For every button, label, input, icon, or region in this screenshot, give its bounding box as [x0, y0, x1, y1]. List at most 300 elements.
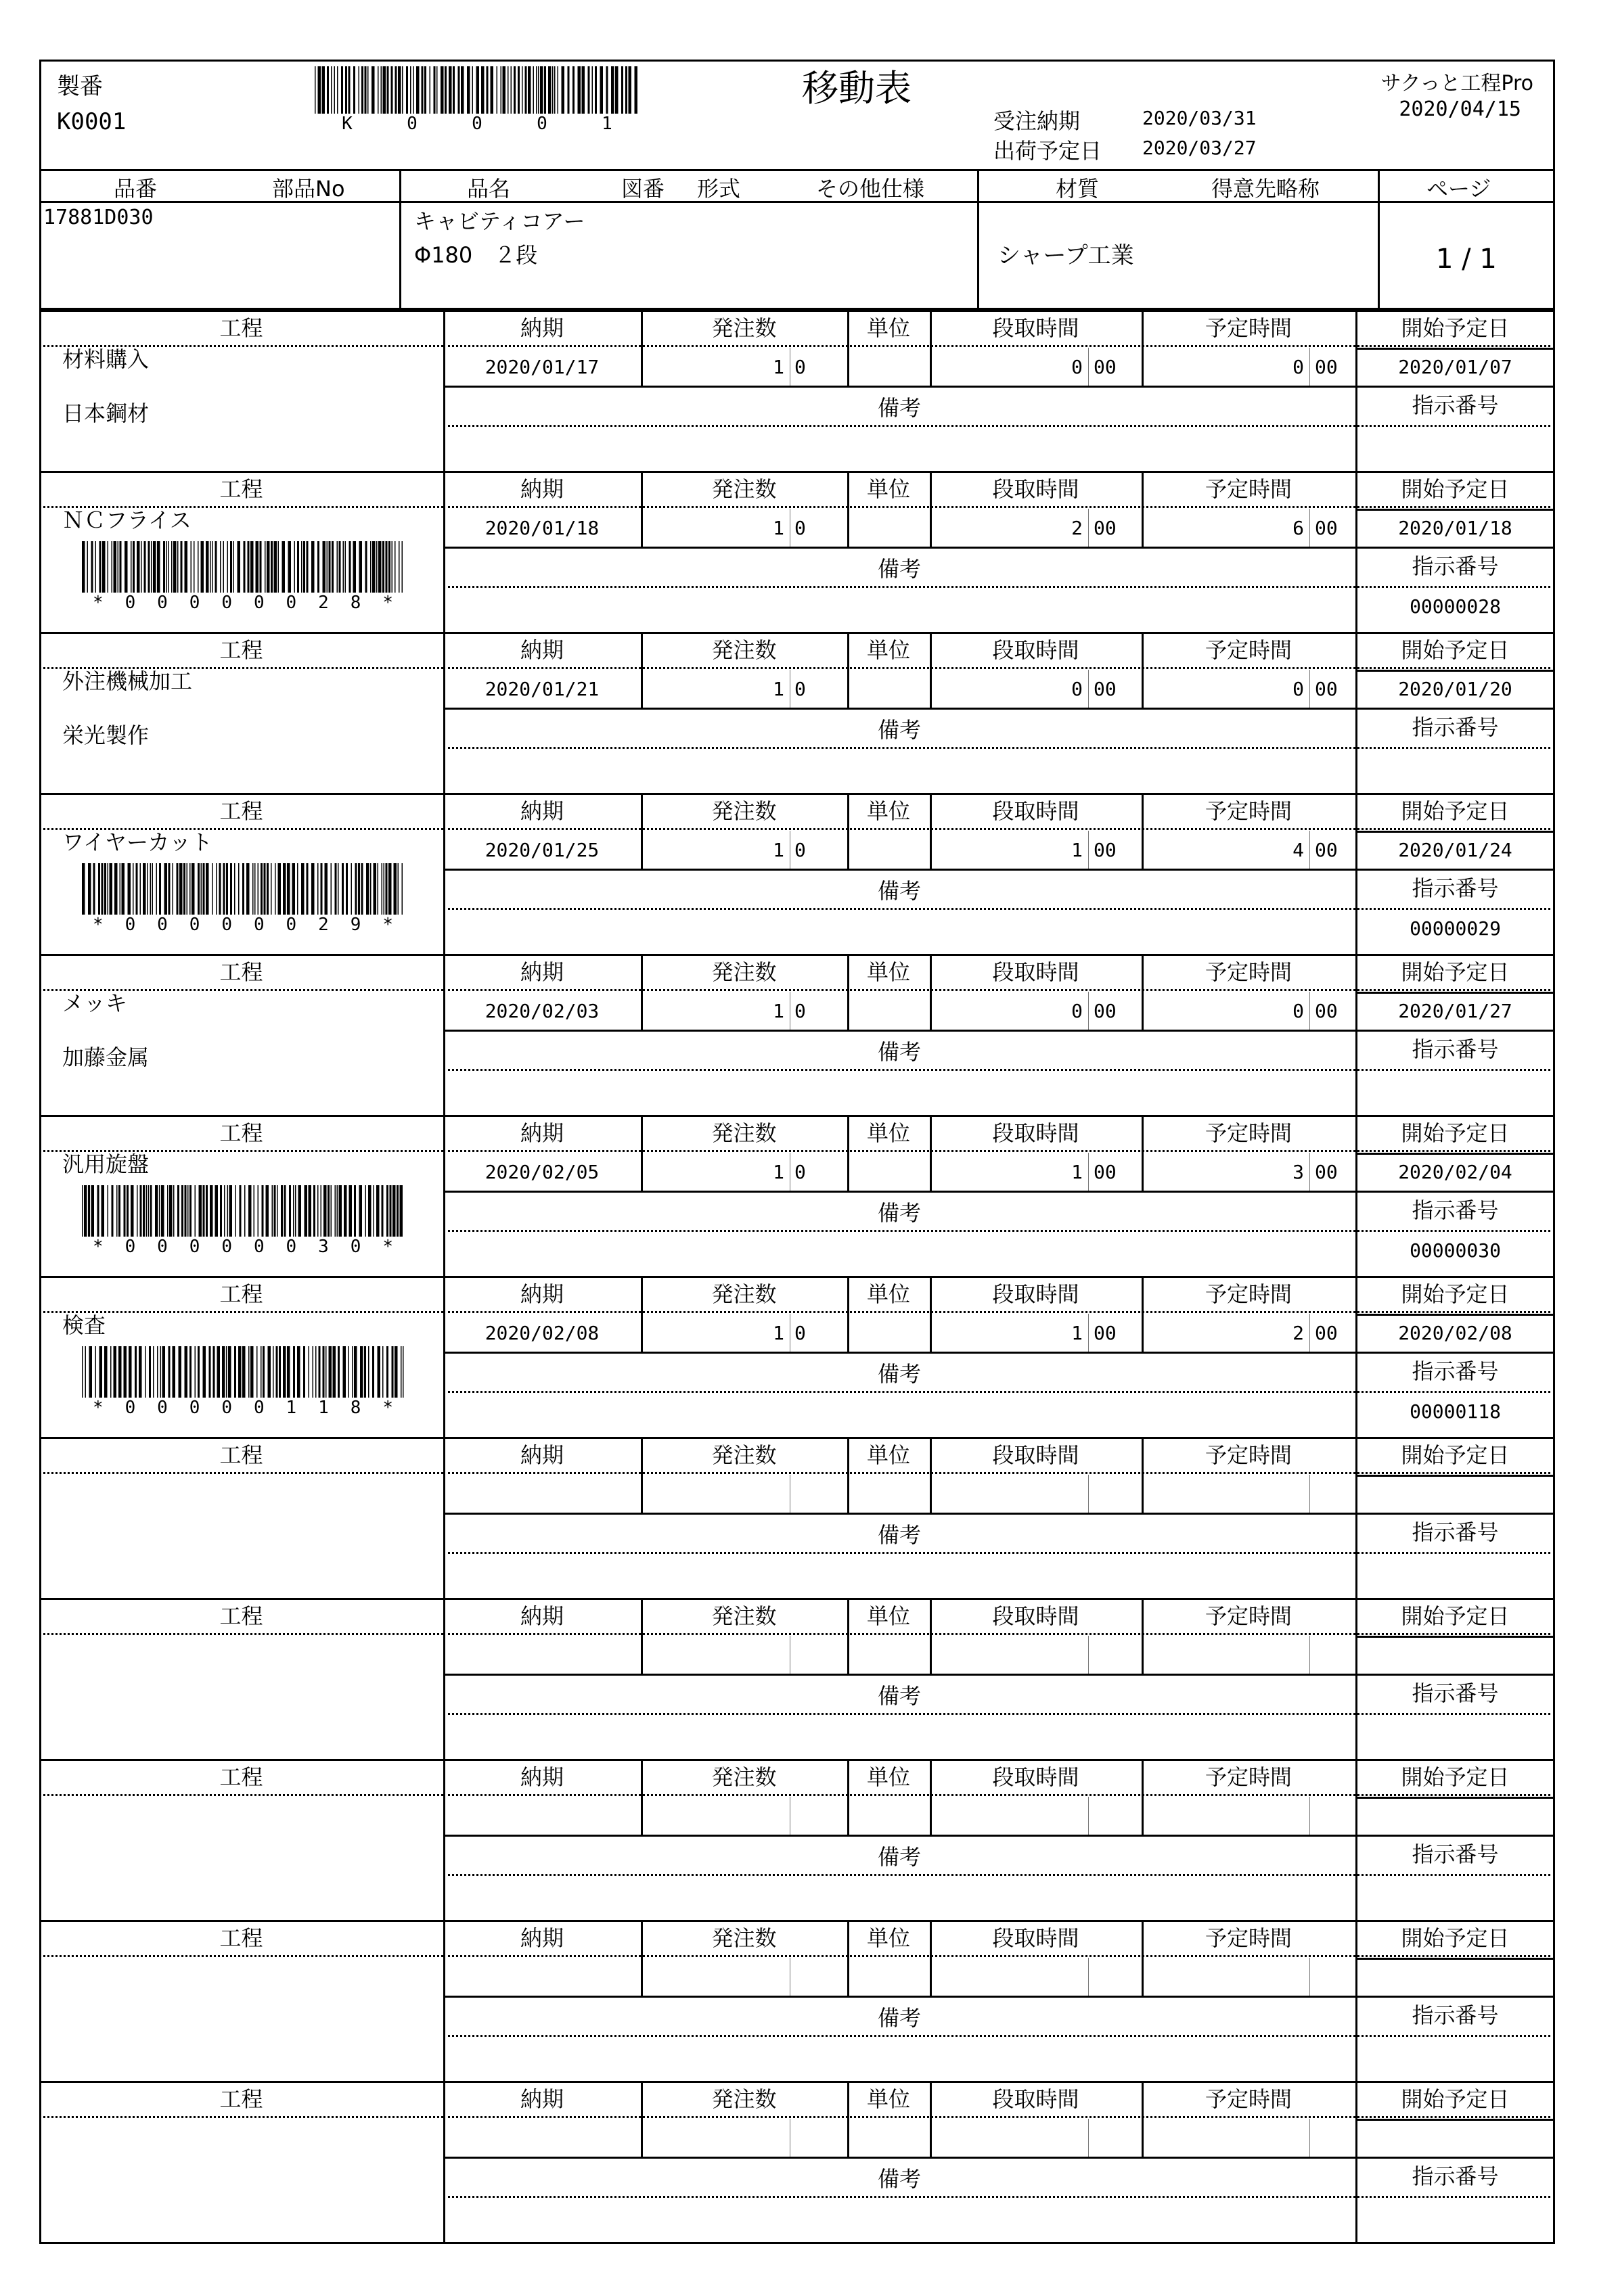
barcode-bar	[95, 1346, 97, 1398]
col-header-due: 納期	[520, 1925, 564, 1951]
barcode-bar	[278, 541, 279, 593]
barcode-bar	[279, 1346, 281, 1398]
remarks-label: 備考	[877, 2005, 921, 2031]
plan-hours: 0	[1292, 356, 1304, 378]
barcode-bar	[514, 66, 516, 114]
plan-minutes: 00	[1315, 1322, 1338, 1344]
instr-label: 指示番号	[1412, 1197, 1499, 1223]
barcode-bar	[277, 1185, 278, 1237]
buhin-no-label: 部品No	[272, 176, 345, 202]
order-qty-decimal: 0	[794, 678, 806, 700]
barcode-bar	[261, 863, 263, 915]
barcode-bar	[164, 863, 168, 915]
barcode-bar	[511, 66, 512, 114]
process-name: ＮＣフライス	[62, 507, 192, 533]
barcode-bar	[135, 1346, 137, 1398]
setup-minutes: 00	[1094, 678, 1117, 700]
barcode-bar	[374, 1185, 375, 1237]
process-subcontractor: 日本鋼材	[62, 400, 150, 426]
barcode-bar	[323, 541, 326, 593]
barcode-bar	[403, 1346, 404, 1398]
barcode-bar	[108, 863, 109, 915]
order-due-date: 2020/03/31	[1142, 107, 1257, 129]
barcode-bar	[303, 541, 305, 593]
barcode-bar	[491, 66, 494, 114]
plan-minute-tick	[1309, 992, 1310, 1030]
barcode-bar	[181, 541, 183, 593]
barcode-bar	[335, 1185, 336, 1237]
barcode-bar	[332, 541, 334, 593]
barcode-bar	[82, 863, 85, 915]
barcode-bar	[189, 1185, 192, 1237]
barcode-bar	[467, 66, 470, 114]
barcode-bar	[395, 541, 396, 593]
barcode-bar	[392, 1185, 396, 1237]
barcode-bar	[220, 541, 221, 593]
barcode-bar	[127, 1185, 129, 1237]
header-frame	[39, 60, 1555, 171]
barcode-bar	[102, 1185, 105, 1237]
barcode-bar	[319, 1346, 321, 1398]
barcode-bar	[226, 863, 228, 915]
plan-minutes: 00	[1315, 839, 1338, 861]
barcode-bar	[487, 66, 489, 114]
barcode-bar	[209, 1346, 211, 1398]
barcode-bar	[372, 541, 376, 593]
barcode-bar	[137, 1185, 138, 1237]
barcode-bar	[367, 66, 369, 114]
barcode-bar	[282, 541, 286, 593]
barcode-char: 0	[125, 915, 136, 935]
plan-minute-tick	[1309, 1636, 1310, 1674]
col-header-qty: 発注数	[711, 1120, 777, 1146]
barcode-bar	[445, 66, 447, 114]
barcode-bar	[118, 541, 119, 593]
barcode-bar	[331, 863, 332, 915]
start-date: 2020/01/07	[1398, 356, 1512, 378]
barcode-bar	[522, 66, 523, 114]
barcode-bar	[382, 1185, 384, 1237]
barcode-bar	[166, 541, 168, 593]
barcode-bar	[386, 1185, 388, 1237]
barcode-bar	[354, 1185, 356, 1237]
barcode-bar	[95, 541, 97, 593]
instruction-barcode	[82, 1185, 404, 1237]
order-qty: 1	[773, 1161, 784, 1183]
barcode-bar	[391, 66, 393, 114]
barcode-char: 0	[221, 915, 232, 935]
block-values-rule	[443, 1352, 1555, 1354]
process-subcontractor: 栄光製作	[62, 722, 150, 748]
barcode-bar	[233, 541, 235, 593]
barcode-bar	[365, 66, 367, 114]
barcode-char: *	[92, 1398, 104, 1418]
col-header-setup: 段取時間	[992, 1442, 1079, 1468]
barcode-bar	[271, 863, 272, 915]
barcode-bar	[378, 541, 382, 593]
barcode-bar	[222, 1346, 225, 1398]
barcode-bar	[223, 541, 225, 593]
remarks-rule	[443, 2196, 1555, 2198]
barcode-bar	[275, 863, 276, 915]
block-header-rule	[39, 1633, 443, 1635]
order-qty-decimal: 0	[794, 356, 806, 378]
barcode-bar	[235, 1185, 237, 1237]
barcode-bar	[258, 863, 259, 915]
barcode-bar	[276, 1346, 278, 1398]
col-header-start: 開始予定日	[1401, 2086, 1510, 2112]
barcode-bar	[317, 863, 319, 915]
process-subcontractor: 加藤金属	[62, 1044, 150, 1070]
customer-name: シャープ工業	[997, 242, 1134, 269]
col-header-start: 開始予定日	[1401, 476, 1510, 502]
barcode-char: *	[382, 593, 393, 613]
barcode-bar	[327, 66, 329, 114]
due-date: 2020/02/05	[485, 1161, 600, 1183]
barcode-bar	[481, 66, 485, 114]
barcode-bar	[353, 541, 357, 593]
block-values-rule	[443, 1191, 1555, 1193]
setup-minute-tick	[1088, 2119, 1089, 2157]
barcode-bar	[131, 1185, 134, 1237]
barcode-bar	[155, 1185, 158, 1237]
barcode-bar	[410, 66, 411, 114]
col-header-plan: 予定時間	[1205, 2086, 1292, 2112]
due-date: 2020/01/21	[485, 678, 600, 700]
setup-minute-tick	[1088, 670, 1089, 708]
barcode-char: 0	[157, 593, 168, 613]
barcode-bar	[311, 863, 315, 915]
barcode-bar	[146, 1185, 148, 1237]
barcode-char: 0	[350, 1237, 361, 1257]
barcode-bar	[252, 863, 254, 915]
instr-label: 指示番号	[1412, 2163, 1499, 2189]
start-date-rule	[1355, 670, 1555, 672]
remarks-rule	[443, 1874, 1555, 1876]
barcode-bar	[348, 66, 351, 114]
barcode-bar	[82, 541, 85, 593]
col-header-setup: 段取時間	[992, 798, 1079, 824]
barcode-bar	[159, 863, 161, 915]
barcode-char: 1	[318, 1398, 329, 1418]
barcode-bar	[303, 1346, 305, 1398]
setup-minutes: 00	[1094, 1322, 1117, 1344]
barcode-bar	[331, 66, 332, 114]
order-qty-decimal: 0	[794, 1000, 806, 1022]
barcode-bar	[388, 541, 390, 593]
col-header-unit: 単位	[866, 1764, 910, 1790]
remarks-label: 備考	[877, 1361, 921, 1387]
barcode-bar	[518, 66, 520, 114]
plan-hours: 6	[1292, 517, 1304, 539]
barcode-bar	[382, 863, 383, 915]
barcode-bar	[544, 66, 546, 114]
block-values-rule	[443, 1996, 1555, 1998]
setup-minutes: 00	[1094, 839, 1117, 861]
start-date-rule	[1355, 1797, 1555, 1799]
barcode-bar	[344, 1185, 347, 1237]
barcode-bar	[267, 541, 270, 593]
plan-minute-tick	[1309, 1958, 1310, 1996]
barcode-char: 0	[286, 593, 297, 613]
col-header-due: 納期	[520, 476, 564, 502]
barcode-bar	[562, 66, 565, 114]
block-values-rule	[443, 2157, 1555, 2159]
ship-date-label: 出荷予定日	[993, 138, 1102, 164]
instruction-barcode	[82, 541, 404, 593]
barcode-bar	[234, 1346, 236, 1398]
barcode-bar	[399, 541, 400, 593]
due-date: 2020/02/03	[485, 1000, 600, 1022]
col-header-start: 開始予定日	[1401, 1281, 1510, 1307]
instruction-number: 00000029	[1410, 917, 1501, 940]
barcode-bar	[168, 1346, 171, 1398]
barcode-bar	[323, 1346, 325, 1398]
barcode-bar	[293, 1185, 294, 1237]
barcode-bar	[215, 541, 217, 593]
barcode-bar	[150, 1185, 152, 1237]
barcode-bar	[129, 1346, 132, 1398]
barcode-bar	[157, 541, 160, 593]
barcode-bar	[353, 66, 355, 114]
hinmei-line-2: Φ180 ２段	[414, 242, 538, 268]
barcode-bar	[359, 66, 360, 114]
barcode-bar	[611, 66, 614, 114]
barcode-bar	[325, 863, 328, 915]
barcode-bar	[228, 1346, 231, 1398]
barcode-bar	[198, 541, 199, 593]
col-header-setup: 段取時間	[992, 476, 1079, 502]
instruction-number: 00000028	[1410, 595, 1501, 618]
plan-minutes: 00	[1315, 356, 1338, 378]
plan-hours: 2	[1292, 1322, 1304, 1344]
barcode-bar	[337, 1185, 338, 1237]
barcode-bar	[533, 66, 535, 114]
col-header-setup: 段取時間	[992, 1281, 1079, 1307]
barcode-bar	[98, 863, 100, 915]
barcode-bar	[298, 1185, 302, 1237]
barcode-bar	[131, 541, 132, 593]
block-header-rule	[443, 506, 1555, 508]
block-header-rule	[39, 1794, 443, 1796]
barcode-bar	[289, 1185, 291, 1237]
instruction-barcode-caption	[82, 915, 404, 935]
page-value: 1 / 1	[1436, 244, 1497, 275]
col-header-setup: 段取時間	[992, 1120, 1079, 1146]
barcode-bar	[297, 541, 299, 593]
col-header-qty: 発注数	[711, 1603, 777, 1629]
process-label: 工程	[219, 1925, 263, 1951]
setup-hours: 0	[1071, 356, 1083, 378]
col-header-plan: 予定時間	[1205, 1281, 1292, 1307]
barcode-bar	[288, 541, 292, 593]
barcode-bar	[206, 1185, 208, 1237]
barcode-bar	[558, 66, 559, 114]
block-header-rule	[39, 1472, 443, 1474]
col-header-start: 開始予定日	[1401, 637, 1510, 663]
barcode-bar	[206, 863, 209, 915]
barcode-bar	[242, 1346, 246, 1398]
barcode-bar	[93, 863, 95, 915]
barcode-bar	[325, 1346, 327, 1398]
barcode-char: *	[382, 1398, 393, 1418]
page-label: ページ	[1426, 176, 1491, 202]
instruction-barcode-caption	[82, 593, 404, 613]
col-header-due: 納期	[520, 637, 564, 663]
barcode-bar	[476, 66, 480, 114]
remarks-label: 備考	[877, 2166, 921, 2192]
remarks-rule	[443, 1391, 1555, 1393]
barcode-bar	[365, 1185, 367, 1237]
barcode-bar	[497, 66, 498, 114]
barcode-bar	[234, 863, 235, 915]
barcode-char: 0	[253, 1398, 265, 1418]
barcode-bar	[338, 1346, 340, 1398]
barcode-bar	[181, 1185, 183, 1237]
barcode-bar	[398, 66, 401, 114]
barcode-bar	[339, 1185, 342, 1237]
block-values-rule	[443, 1835, 1555, 1837]
seiban-label: 製番	[57, 73, 103, 100]
barcode-bar	[436, 66, 438, 114]
barcode-bar	[210, 541, 211, 593]
barcode-bar	[395, 66, 397, 114]
barcode-bar	[212, 863, 213, 915]
barcode-bar	[382, 541, 384, 593]
barcode-char: *	[382, 915, 393, 935]
barcode-bar	[358, 863, 360, 915]
barcode-bar	[260, 541, 262, 593]
start-date: 2020/02/04	[1398, 1161, 1512, 1183]
barcode-bar	[167, 1185, 168, 1237]
barcode-bar	[177, 1185, 179, 1237]
setup-minutes: 00	[1094, 1161, 1117, 1183]
barcode-bar	[238, 1346, 242, 1398]
block-values-rule	[443, 708, 1555, 710]
plan-minute-tick	[1309, 1797, 1310, 1835]
col-header-setup: 段取時間	[992, 959, 1079, 985]
order-qty: 1	[773, 1322, 784, 1344]
barcode-bar	[248, 1346, 250, 1398]
barcode-char: *	[382, 1237, 393, 1257]
barcode-bar	[321, 863, 323, 915]
process-label: 工程	[219, 959, 263, 985]
barcode-bar	[386, 541, 388, 593]
col-header-qty: 発注数	[711, 315, 777, 341]
barcode-bar	[366, 863, 369, 915]
col-header-plan: 予定時間	[1205, 476, 1292, 502]
barcode-bar	[110, 863, 113, 915]
barcode-bar	[402, 863, 403, 915]
barcode-bar	[256, 1346, 258, 1398]
barcode-char: *	[92, 593, 104, 613]
barcode-bar	[133, 541, 135, 593]
barcode-bar	[152, 863, 154, 915]
barcode-char: 0	[125, 1398, 136, 1418]
barcode-bar	[256, 541, 259, 593]
process-name: 検査	[62, 1312, 106, 1338]
process-label: 工程	[219, 1120, 263, 1146]
barcode-bar	[82, 1346, 83, 1398]
barcode-char: 1	[286, 1398, 297, 1418]
barcode-bar	[187, 1185, 189, 1237]
barcode-bar	[297, 863, 298, 915]
barcode-bar	[313, 1185, 315, 1237]
col-header-due: 納期	[520, 2086, 564, 2112]
block-header-rule	[39, 1955, 443, 1957]
barcode-bar	[354, 1346, 357, 1398]
col-header-setup: 段取時間	[992, 1925, 1079, 1951]
barcode-bar	[246, 863, 250, 915]
col-header-due: 納期	[520, 1120, 564, 1146]
remarks-rule	[443, 747, 1555, 749]
col-header-unit: 単位	[866, 959, 910, 985]
col-header-start: 開始予定日	[1401, 798, 1510, 824]
col-header-setup: 段取時間	[992, 315, 1079, 341]
instruction-barcode	[82, 863, 404, 915]
barcode-bar	[329, 541, 331, 593]
col-header-plan: 予定時間	[1205, 1603, 1292, 1629]
barcode-bar	[149, 1346, 151, 1398]
instr-label: 指示番号	[1412, 1036, 1499, 1062]
barcode-bar	[179, 863, 183, 915]
col-header-unit: 単位	[866, 637, 910, 663]
instr-label: 指示番号	[1412, 1680, 1499, 1706]
barcode-bar	[386, 1346, 388, 1398]
process-name: 材料購入	[62, 346, 150, 372]
barcode-bar	[230, 863, 232, 915]
barcode-bar	[238, 541, 241, 593]
barcode-bar	[359, 1185, 363, 1237]
barcode-bar	[382, 1346, 384, 1398]
start-date: 2020/01/18	[1398, 517, 1512, 539]
barcode-bar	[262, 1185, 264, 1237]
instr-label: 指示番号	[1412, 2002, 1499, 2028]
barcode-bar	[118, 1346, 122, 1398]
barcode-bar	[401, 1346, 402, 1398]
barcode-bar	[250, 541, 254, 593]
barcode-bar	[169, 1185, 173, 1237]
barcode-bar	[122, 863, 125, 915]
barcode-char: 0	[407, 114, 418, 134]
barcode-bar	[161, 1185, 164, 1237]
barcode-bar	[317, 541, 319, 593]
barcode-bar	[187, 863, 188, 915]
start-date-rule	[1355, 992, 1555, 994]
barcode-char: 0	[189, 915, 200, 935]
remarks-rule	[443, 1069, 1555, 1071]
barcode-bar	[128, 863, 131, 915]
barcode-bar	[120, 541, 122, 593]
order-qty: 1	[773, 356, 784, 378]
instr-label: 指示番号	[1412, 714, 1499, 740]
barcode-bar	[430, 66, 431, 114]
barcode-bar	[413, 66, 415, 114]
barcode-bar	[206, 541, 209, 593]
info-divider	[39, 201, 1555, 203]
barcode-bar	[305, 1185, 308, 1237]
instr-label: 指示番号	[1412, 1519, 1499, 1545]
barcode-bar	[378, 1346, 381, 1398]
barcode-bar	[588, 66, 590, 114]
plan-minutes: 00	[1315, 1161, 1338, 1183]
process-label: 工程	[219, 476, 263, 502]
barcode-bar	[261, 1346, 262, 1398]
document-title: 移動表	[802, 67, 912, 110]
barcode-bar	[162, 1346, 166, 1398]
barcode-bar	[108, 1185, 109, 1237]
block-header-rule	[443, 1150, 1555, 1152]
